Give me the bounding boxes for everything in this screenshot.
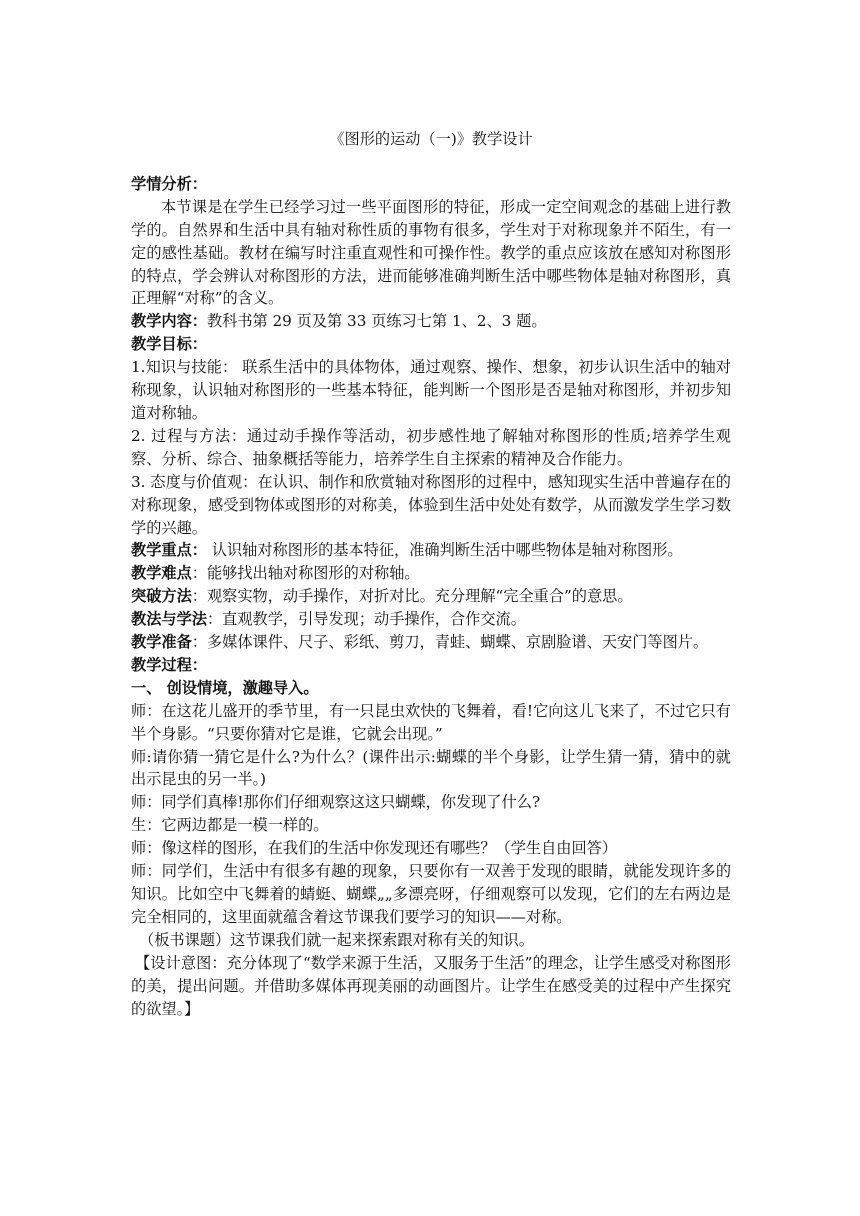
dialogue-7: （板书课题）这节课我们就一起来探索跟对称有关的知识。 [139, 930, 534, 949]
design-intent: 【设计意图：充分体现了“数学来源于生活，又服务于生活”的理念，让学生感受对称图形的美，提出问题。并借助多媒体再现美丽的动画图片。让学生在感受美的过程中产生探究的欲望。】 [131, 953, 731, 1018]
paragraph-xueqing: 本节课是在学生已经学习过一些平面图形的特征，形成一定空间观念的基础上进行教学的。自然界和生活中具有轴对称性质的事物有很多，学生对于对称现象并不陌生，有一定的感性基础。教材在编写时注重直观性和可操作性。教学的重点应该放在感知对称图形的特点，学会辨认对称图形的方法，进而能够准确判断生活中哪些物体是轴对称图形，真正理解“对称”的含义。 [131, 197, 731, 308]
label-tupo: 突破方法 [131, 587, 192, 606]
dialogue-1: 师：在这花儿盛开的季节里，有一只昆虫欢快的飞舞着，看!它向这儿飞来了，不过它只有半个身影。“只要你猜对它是谁，它就会出现。” [131, 701, 731, 743]
subsection-heading-1: 一、 创设情境，激趣导入。 [131, 678, 319, 697]
row-jiaofa [131, 608, 731, 631]
goal-item-1: 1.知识与技能： 联系生活中的具体物体，通过观察、操作、想象，初步认识生活中的轴对称现象，认识轴对称图形的一些基本特征，能判断一个图形是否是轴对称图形，并初步知道对称轴。 [131, 358, 731, 422]
goal-item-3: 3. 态度与价值观：在认识、制作和欣赏轴对称图形的过程中，感知现实生活中普遍存在的对称现象，感受到物体或图形的对称美，体验到生活中处处有数学，从而激发学生学习数学的兴趣。 [131, 472, 731, 537]
label-zhunbei: 教学准备 [131, 633, 192, 652]
goal-item-2: 2. 过程与方法：通过动手操作等活动，初步感性地了解轴对称图形的性质;培养学生观察、分析、综合、抽象概括等能力，培养学生自主探索的精神及合作能力。 [131, 426, 731, 468]
text-nandian: ：能够找出轴对称图形的对称轴。 [191, 564, 420, 583]
dialogue-4: 生：它两边都是一模一样的。 [131, 816, 329, 835]
row-zhongdian [131, 539, 731, 562]
label-nandian: 教学难点 [131, 564, 192, 583]
document-title: 《图形的运动（一)》教学设计 [329, 130, 533, 148]
section-heading-mubiao: 教学目标： [131, 335, 207, 354]
text-zhongdian: 认识轴对称图形的基本特征，准确判断生活中哪些物体是轴对称图形。 [206, 541, 683, 560]
dialogue-5: 师：像这样的图形，在我们的生活中你发现还有哪些？（学生自由回答） [131, 839, 617, 858]
text-zhunbei: ：多媒体课件、尺子、彩纸、剪刀，青蛙、蝴蝶、京剧脸谱、天安门等图片。 [191, 633, 709, 652]
text-tupo: ：观察实物，动手操作，对折对比。充分理解“完全重合”的意思。 [191, 587, 633, 606]
row-nandian [131, 562, 731, 585]
document-body [131, 128, 731, 1020]
label-neirong: 教学内容： [131, 312, 207, 331]
dialogue-6: 师：同学们，生活中有很多有趣的现象，只要你有一双善于发现的眼睛，就能发现许多的知识。比如空中飞舞着的蜻蜓、蝴蝶„„多漂亮呀，仔细观察可以发现，它们的左右两边是完全相同的，这里面就蕴含着这节课我们要学习的知识——对称。 [131, 862, 731, 926]
row-neirong [131, 310, 731, 333]
row-zhunbei [131, 631, 731, 654]
dialogue-3: 师：同学们真棒!那你们仔细观察这这只蝴蝶，你发现了什么? [131, 793, 541, 812]
label-zhongdian: 教学重点： [131, 541, 207, 560]
text-neirong: 教科书第 29 页及第 33 页练习七第 1、2、3 题。 [206, 312, 547, 331]
row-tupo [131, 585, 731, 608]
section-heading-guocheng: 教学过程： [131, 655, 207, 674]
label-jiaofa: 教法与学法 [131, 610, 207, 629]
dialogue-2: 师:请你猜一猜它是什么?为什么？(课件出示:蝴蝶的半个身影，让学生猜一猜，猜中的就出示昆虫的另一半。) [131, 747, 731, 789]
text-jiaofa: ：直观教学，引导发现；动手操作，合作交流。 [206, 610, 526, 629]
section-heading-xueqing: 学情分析： [131, 174, 207, 193]
